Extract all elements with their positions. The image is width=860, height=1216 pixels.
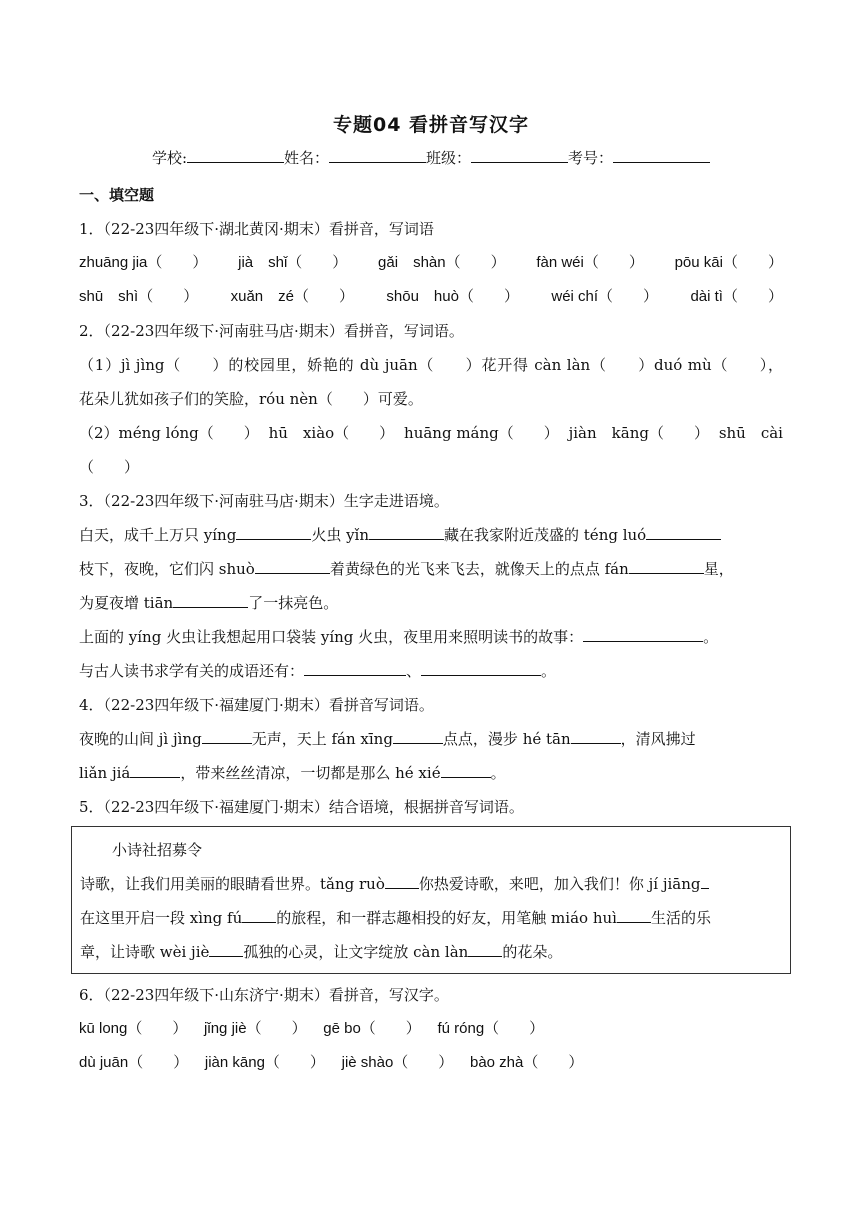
answer-blank[interactable] xyxy=(236,525,311,540)
number-label: 考号： xyxy=(568,149,614,167)
pinyin-item[interactable]: pōu kāi（ ） xyxy=(674,254,783,271)
question-3-line-2 xyxy=(79,552,783,586)
pinyin-item[interactable]: hū xiào（ ） xyxy=(268,424,395,442)
text: 星， xyxy=(703,560,734,578)
name-blank[interactable] xyxy=(329,148,426,163)
question-2-head: 2．（22-23四年级下·河南驻马店·期末）看拼音，写词语。 xyxy=(79,322,464,340)
answer-blank[interactable] xyxy=(202,729,252,744)
pinyin-item[interactable]: jià shǐ（ ） xyxy=(238,254,348,271)
notice-line-1 xyxy=(80,867,782,901)
pinyin-item[interactable]: fú róng（ ） xyxy=(437,1020,545,1037)
answer-blank[interactable] xyxy=(441,763,491,778)
notice-title: 小诗社招募令 xyxy=(112,841,203,859)
answer-blank[interactable] xyxy=(617,908,651,923)
text: 的旅程，和一群志趣相投的好友，用笔触 miáo huì xyxy=(276,909,617,927)
text: 为夏夜增 tiān xyxy=(79,594,174,612)
pinyin-item[interactable]: shū cài xyxy=(718,424,783,442)
text: 、 xyxy=(406,662,422,680)
pinyin-item[interactable]: xuǎn zé（ ） xyxy=(230,288,354,305)
pinyin-item[interactable]: dài tì（ ） xyxy=(690,288,783,305)
question-1-head: 1．（22-23四年级下·湖北黄冈·期末）看拼音，写词语 xyxy=(79,220,434,238)
text: 藏在我家附近茂盛的 téng luó xyxy=(444,526,647,544)
number-blank[interactable] xyxy=(613,148,710,163)
text: 。 xyxy=(703,628,719,646)
question-5-head: 5．（22-23四年级下·福建厦门·期末）结合语境，根据拼音写词语。 xyxy=(79,798,524,816)
text: 白天，成千上万只 yíng xyxy=(79,526,237,544)
answer-blank[interactable] xyxy=(130,763,180,778)
pinyin-item[interactable]: shōu huò（ ） xyxy=(386,288,519,305)
text: 生活的乐 xyxy=(650,909,711,927)
text: 无声，天上 fán xīng xyxy=(251,730,393,748)
text: 上面的 yíng 火虫让我想起用口袋装 yíng 火虫，夜里用来照明读书的故事： xyxy=(79,628,584,646)
answer-blank[interactable] xyxy=(421,661,541,676)
page-title: 专题04 看拼音写汉字 xyxy=(332,114,530,136)
text: 枝下，夜晚，它们闪 shuò xyxy=(79,560,255,578)
pinyin-item[interactable]: jiàn kāng（ ） xyxy=(204,1054,325,1071)
class-label: 班级： xyxy=(426,149,472,167)
class-blank[interactable] xyxy=(471,148,568,163)
text: 与古人读书求学有关的成语还有： xyxy=(79,662,305,680)
pinyin-item[interactable]: jiè shào（ ） xyxy=(341,1054,454,1071)
name-label: 姓名： xyxy=(284,149,330,167)
school-label: 学校: xyxy=(151,149,187,167)
question-3-line-1 xyxy=(79,518,783,552)
text: 着黄绿色的光飞来飞去，就像天上的点点 fán xyxy=(329,560,629,578)
question-1-row-1 xyxy=(79,246,783,280)
question-2-tail[interactable]: （ ） xyxy=(79,458,140,476)
answer-blank[interactable] xyxy=(583,627,703,642)
answer-blank[interactable] xyxy=(393,729,443,744)
question-3-line-3 xyxy=(79,586,783,620)
text: 火虫 yǐn xyxy=(311,526,370,544)
pinyin-item[interactable]: dù juān（ ） xyxy=(79,1054,189,1071)
answer-blank[interactable] xyxy=(468,942,502,957)
answer-blank[interactable] xyxy=(701,874,709,889)
answer-blank[interactable] xyxy=(255,559,330,574)
student-info-line xyxy=(79,147,783,168)
answer-blank[interactable] xyxy=(571,729,621,744)
notice-line-3 xyxy=(80,935,782,969)
text: liǎn jiá xyxy=(79,764,131,782)
question-6-row-1 xyxy=(79,1012,783,1046)
question-3-line-5 xyxy=(79,654,783,688)
text: ，带来丝丝清凉，一切都是那么 hé xié xyxy=(180,764,441,782)
question-6-row-2 xyxy=(79,1046,783,1080)
pinyin-item[interactable]: （2）méng lóng（ ） xyxy=(79,424,259,442)
pinyin-item[interactable]: huāng máng（ ） xyxy=(404,424,559,442)
text: 了一抹亮色。 xyxy=(248,594,339,612)
question-3-line-4 xyxy=(79,620,783,654)
answer-blank[interactable] xyxy=(629,559,704,574)
pinyin-item[interactable]: kū long（ ） xyxy=(79,1020,188,1037)
question-1-row-2 xyxy=(79,280,783,314)
question-2-part-1-line-2[interactable]: 花朵儿犹如孩子们的笑脸，róu nèn（ ）可爱。 xyxy=(79,390,423,408)
pinyin-item[interactable]: bào zhà（ ） xyxy=(469,1054,584,1071)
text: 你热爱诗歌，来吧，加入我们！你 jí jiāng xyxy=(418,875,701,893)
answer-blank[interactable] xyxy=(304,661,406,676)
pinyin-item[interactable]: jiàn kāng（ ） xyxy=(568,424,709,442)
text: 的花朵。 xyxy=(502,943,563,961)
answer-blank[interactable] xyxy=(646,525,721,540)
pinyin-item[interactable]: fàn wéi（ ） xyxy=(536,254,644,271)
text: 点点，漫步 hé tān xyxy=(442,730,571,748)
worksheet xyxy=(79,110,783,1080)
recruitment-notice-box xyxy=(71,826,791,974)
notice-line-2 xyxy=(80,901,782,935)
question-2-part-2-row xyxy=(79,416,783,450)
text: ，清风拂过 xyxy=(620,730,696,748)
answer-blank[interactable] xyxy=(242,908,276,923)
pinyin-item[interactable]: gē bo（ ） xyxy=(323,1020,421,1037)
question-3-head: 3．（22-23四年级下·河南驻马店·期末）生字走进语境。 xyxy=(79,492,449,510)
text: 。 xyxy=(541,662,557,680)
answer-blank[interactable] xyxy=(385,874,419,889)
pinyin-item[interactable]: wéi chí（ ） xyxy=(551,288,659,305)
text: 夜晚的山间 jì jìng xyxy=(79,730,202,748)
pinyin-item[interactable]: gǎi shàn（ ） xyxy=(378,254,506,271)
question-4-line-2 xyxy=(79,756,783,790)
answer-blank[interactable] xyxy=(209,942,243,957)
question-4-line-1 xyxy=(79,722,783,756)
question-2-part-1-line-1[interactable]: （1）jì jìng（ ）的校园里，娇艳的 dù juān（ ）花开得 càn làn（ ）duó mù（ ）， xyxy=(79,356,783,374)
text: 诗歌，让我们用美丽的眼睛看世界。tǎng ruò xyxy=(80,875,385,893)
answer-blank[interactable] xyxy=(369,525,444,540)
school-blank[interactable] xyxy=(187,148,284,163)
question-6-head: 6．（22-23四年级下·山东济宁·期末）看拼音，写汉字。 xyxy=(79,986,449,1004)
text: 。 xyxy=(490,764,506,782)
text: 章，让诗歌 wèi jiè xyxy=(80,943,210,961)
section-heading: 一、填空题 xyxy=(79,186,155,204)
text: 孤独的心灵，让文字绽放 càn làn xyxy=(243,943,469,961)
text: 在这里开启一段 xìng fú xyxy=(80,909,243,927)
answer-blank[interactable] xyxy=(173,593,248,608)
question-4-head: 4．（22-23四年级下·福建厦门·期末）看拼音写词语。 xyxy=(79,696,434,714)
pinyin-item[interactable]: jǐng jiè（ ） xyxy=(204,1020,307,1037)
pinyin-item[interactable]: shū shì（ ） xyxy=(79,288,199,305)
pinyin-item[interactable]: zhuāng jia（ ） xyxy=(79,254,208,271)
